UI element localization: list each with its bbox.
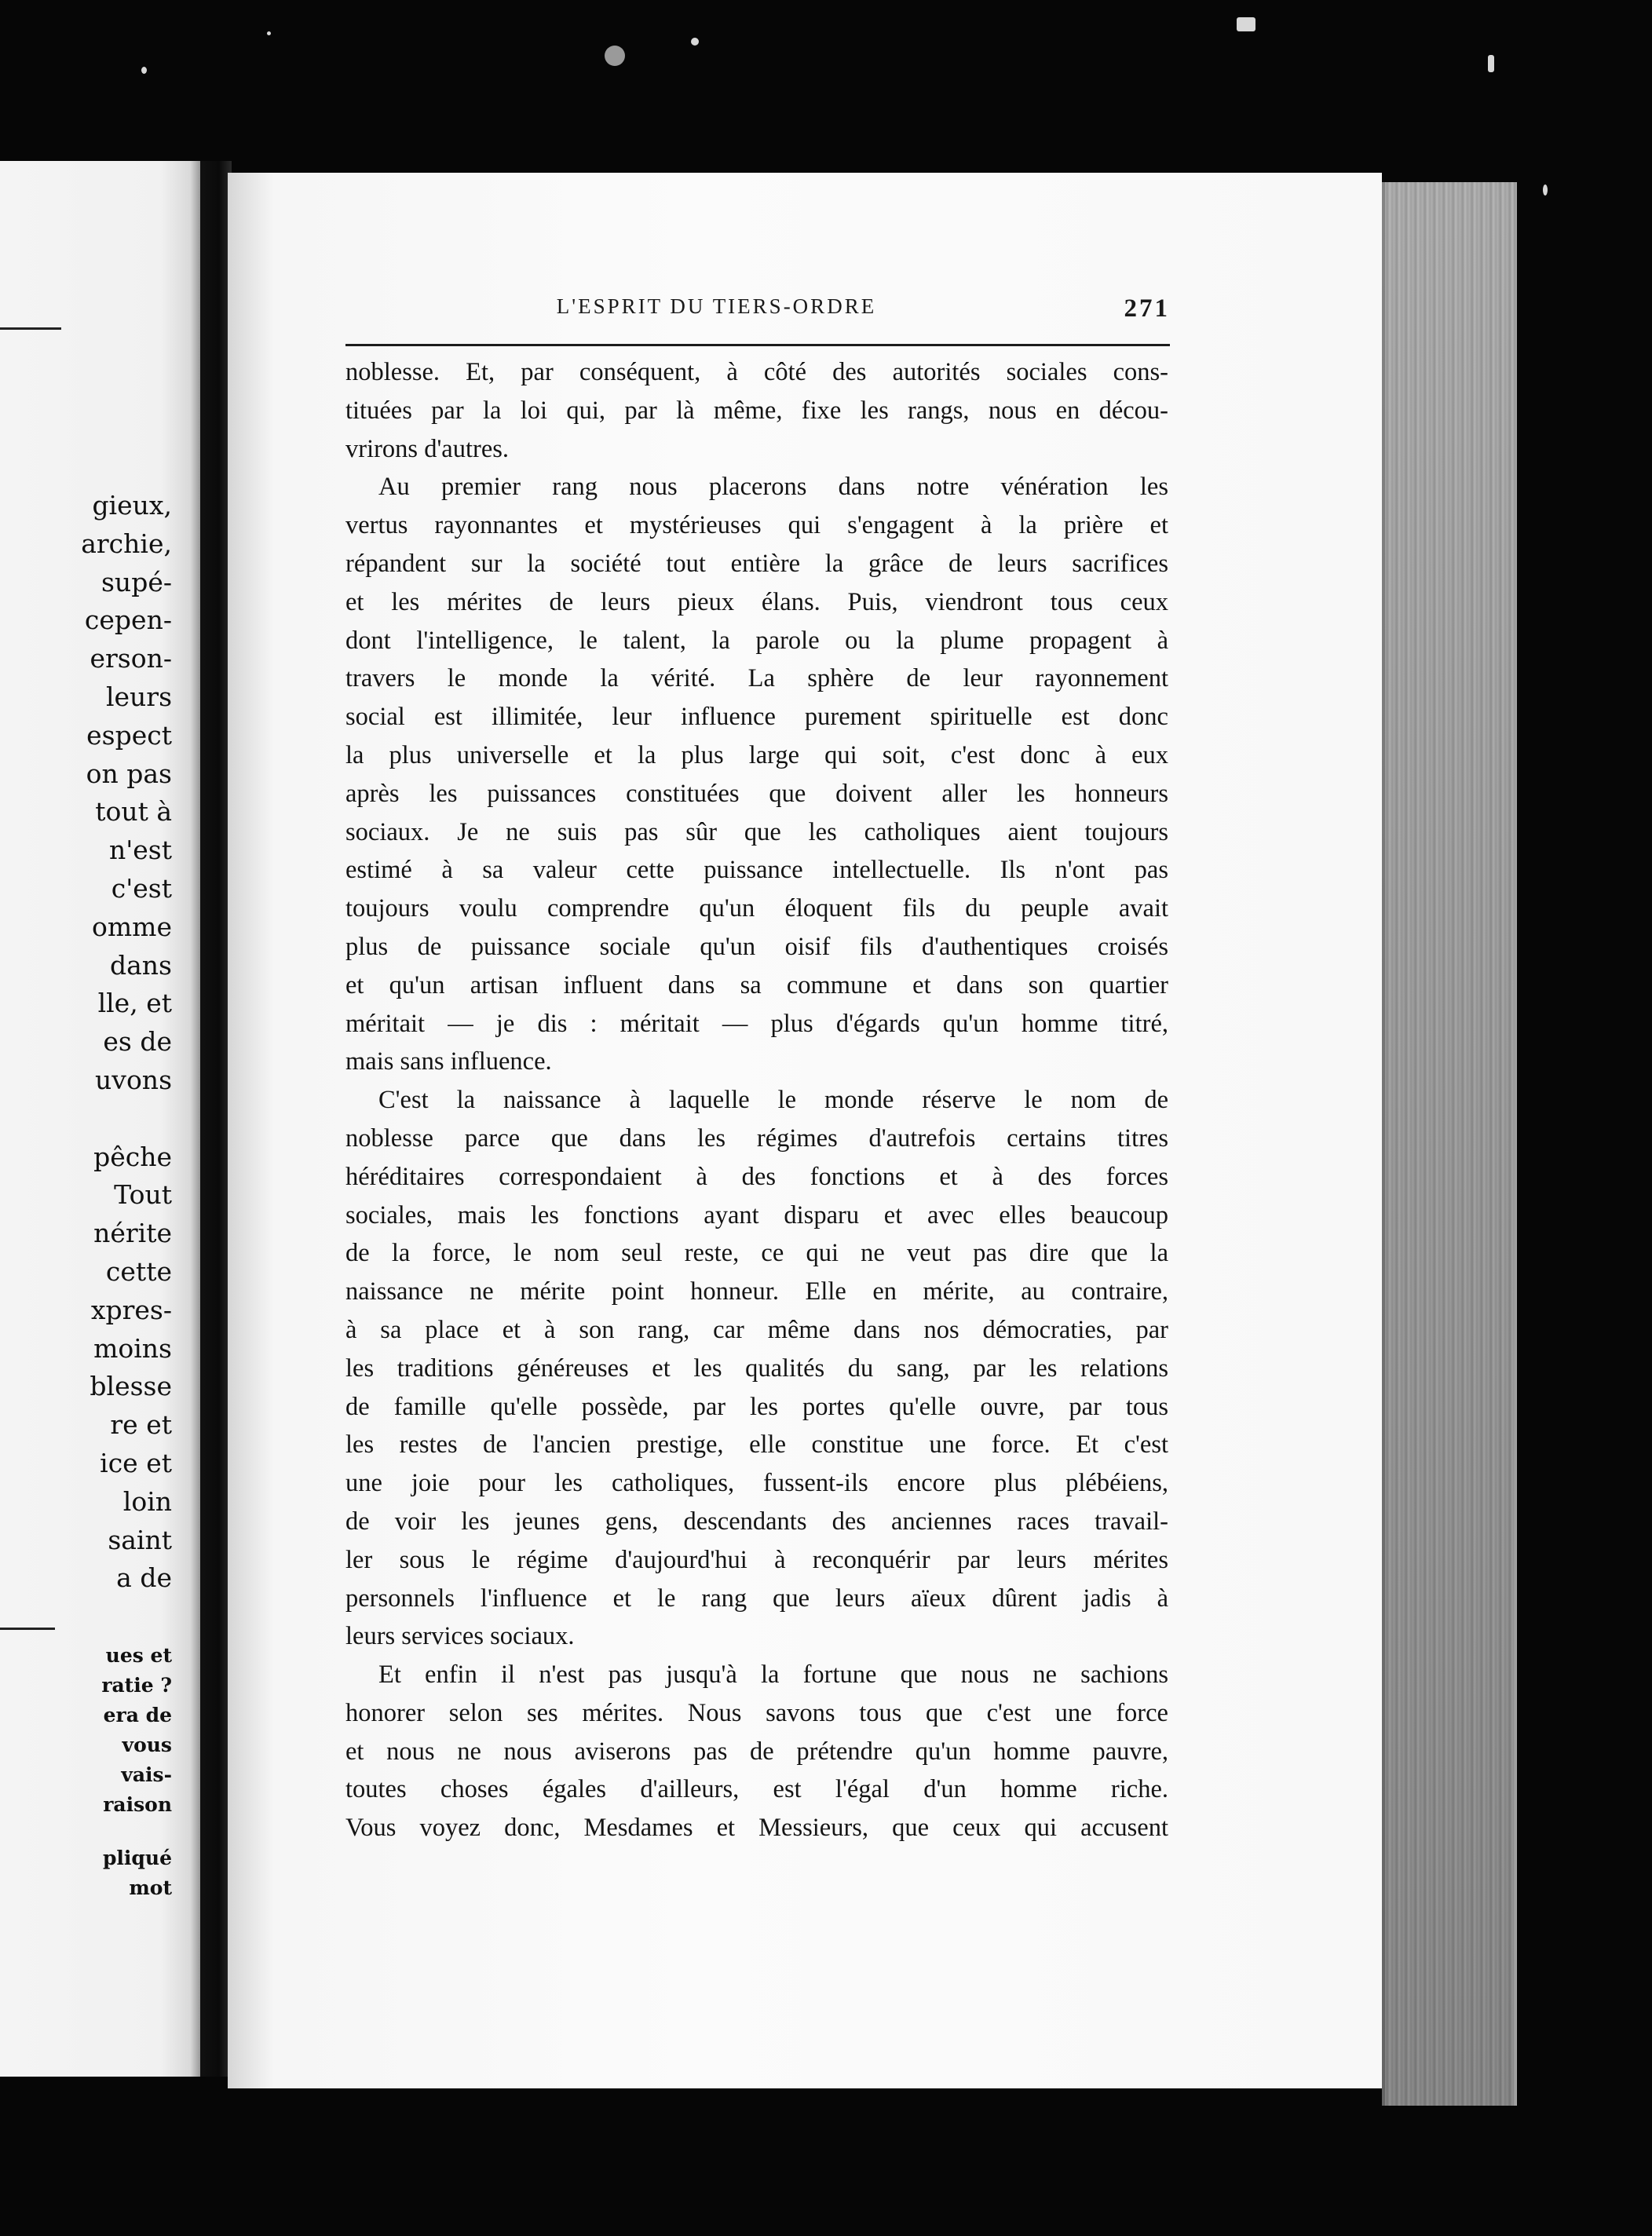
previous-page-line: es de [103, 1026, 172, 1058]
previous-page-note-line: ratie ? [101, 1674, 172, 1697]
text-line: et nous ne nous aviserons pas de prétendre qu'un homme pauvre, [345, 1737, 1168, 1766]
previous-page-line: c'est [111, 872, 172, 904]
text-line: la plus universelle et la plus large qui soit, c'est donc à eux [345, 740, 1168, 769]
previous-page-note-line [101, 1820, 172, 1843]
text-line: vertus rayonnantes et mystérieuses qui s'engagent à la prière et [345, 511, 1168, 540]
previous-page-line: re et [110, 1409, 172, 1441]
previous-page-line: a de [116, 1562, 172, 1594]
text-line: sociaux. Je ne suis pas sûr que les catholiques aient toujours [345, 817, 1168, 846]
text-line: après les puissances constituées que doivent aller les honneurs [345, 779, 1168, 808]
previous-page-line: nérite [93, 1218, 172, 1249]
text-line: dont l'intelligence, le talent, la parole ou la plume propagent à [345, 626, 1168, 655]
dust-speck [605, 46, 625, 66]
text-line: personnels l'influence et le rang que leurs aïeux dûrent jadis à [345, 1584, 1168, 1613]
previous-page-line: gieux, [92, 490, 172, 521]
previous-page-line: ice et [100, 1447, 172, 1478]
text-line: noblesse. Et, par conséquent, à côté des autorités sociales cons- [345, 358, 1168, 386]
text-line: Et enfin il n'est pas jusqu'à la fortune que nous ne sachions [378, 1661, 1168, 1690]
text-line: sociales, mais les fonctions ayant disparu et avec elles beaucoup [345, 1200, 1168, 1229]
text-line: héréditaires correspondaient à des fonctions et à des forces [345, 1162, 1168, 1191]
previous-page-note-line: era de [103, 1704, 172, 1726]
previous-page-note-line: raison [103, 1793, 172, 1816]
text-line: et les mérites de leurs pieux élans. Puis, viendront tous ceux [345, 587, 1168, 616]
text-line: Vous voyez donc, Mesdames et Messieurs, que ceux qui accusent [345, 1814, 1168, 1843]
previous-page-line: saint [108, 1524, 172, 1555]
previous-page-line: supé- [101, 566, 172, 597]
previous-page-line: on pas [86, 758, 172, 789]
text-line: noblesse parce que dans les régimes d'autrefois certains titres [345, 1123, 1168, 1153]
book-page [228, 173, 1382, 2088]
text-line: et qu'un artisan influent dans sa commune et dans son quartier [345, 970, 1168, 999]
previous-page-note-line: vous [122, 1734, 172, 1756]
previous-page-line: archie, [81, 528, 172, 559]
text-line: répandent sur la société tout entière la grâce de leurs sacrifices [345, 549, 1168, 578]
running-head: L'ESPRIT DU TIERS-ORDRE [556, 294, 877, 318]
previous-page-line: blesse [90, 1371, 172, 1402]
previous-page-text [81, 487, 172, 1598]
previous-page-line: moins [93, 1332, 172, 1364]
previous-page-line: cepen- [84, 605, 172, 636]
previous-page-fragment [0, 161, 200, 2077]
text-line: de la force, le nom seul reste, ce qui ne veut pas dire que la [345, 1239, 1168, 1268]
book-gutter [200, 161, 232, 2077]
previous-page-line: loin [122, 1485, 172, 1517]
previous-page-footnotes [101, 1641, 172, 1903]
dust-speck [1488, 55, 1494, 72]
text-line: les restes de l'ancien prestige, elle constitue une force. Et c'est [345, 1430, 1168, 1460]
previous-page-footnote-rule [0, 1628, 55, 1630]
previous-page-line: espect [86, 719, 172, 751]
text-line: honorer selon ses mérites. Nous savons tous que c'est une force [345, 1698, 1168, 1727]
text-line: tituées par la loi qui, par là même, fixe les rangs, nous en décou- [345, 396, 1168, 425]
previous-page-line [81, 1100, 172, 1138]
text-line: toutes choses égales d'ailleurs, est l'égal d'un homme riche. [345, 1775, 1168, 1804]
previous-page-line: lle, et [97, 988, 172, 1019]
text-line: méritait — je dis : méritait — plus d'égards qu'un homme titré, [345, 1009, 1168, 1038]
text-line: les traditions généreuses et les qualités du sang, par les relations [345, 1354, 1168, 1383]
dust-speck [267, 31, 271, 35]
text-line: ler sous le régime d'aujourd'hui à reconquérir par leurs mérites [345, 1545, 1168, 1574]
text-line: vrirons d'autres. [345, 434, 510, 463]
page-header [349, 294, 1170, 342]
dust-speck [691, 38, 699, 46]
text-line: travers le monde la vérité. La sphère de leur rayonnement [345, 664, 1168, 693]
previous-page-note-line: ues et [105, 1644, 172, 1667]
text-line: C'est la naissance à laquelle le monde réserve le nom de [378, 1086, 1168, 1115]
book-page-edges-shade [1382, 182, 1514, 2106]
previous-page-line: erson- [90, 643, 172, 674]
previous-page-line: omme [92, 911, 172, 942]
text-line: de voir les jeunes gens, descendants des anciennes races travail- [345, 1507, 1168, 1536]
previous-page-line: leurs [105, 681, 172, 712]
previous-page-header-rule [0, 327, 61, 330]
text-line: une joie pour les catholiques, fussent-ils encore plus plébéiens, [345, 1469, 1168, 1498]
dust-speck [1543, 185, 1548, 195]
previous-page-line: uvons [95, 1064, 172, 1095]
text-line: plus de puissance sociale qu'un oisif fils d'authentiques croisés [345, 932, 1168, 961]
dust-speck [141, 67, 147, 74]
previous-page-note-line: pliqué [102, 1847, 172, 1869]
page-number: 271 [1124, 294, 1170, 323]
previous-page-line: dans [110, 949, 172, 981]
dust-speck [1237, 17, 1255, 31]
text-line: à sa place et à son rang, car même dans nos démocraties, par [345, 1315, 1168, 1344]
header-rule [345, 344, 1170, 346]
previous-page-line: Tout [114, 1179, 172, 1211]
previous-page-note-line: vais- [121, 1763, 172, 1786]
text-line: social est illimitée, leur influence purement spirituelle est donc [345, 703, 1168, 732]
text-line: leurs services sociaux. [345, 1622, 575, 1651]
text-line: de famille qu'elle possède, par les portes qu'elle ouvre, par tous [345, 1392, 1168, 1421]
text-line: naissance ne mérite point honneur. Elle en mérite, au contraire, [345, 1277, 1168, 1306]
text-line: toujours voulu comprendre qu'un éloquent fils du peuple avait [345, 894, 1168, 923]
previous-page-line: n'est [108, 835, 172, 866]
previous-page-line: pêche [93, 1141, 172, 1172]
previous-page-line: tout à [95, 796, 172, 828]
text-line: mais sans influence. [345, 1047, 552, 1076]
body-text [345, 353, 1168, 1847]
text-line: estimé à sa valeur cette puissance intellectuelle. Ils n'ont pas [345, 856, 1168, 885]
previous-page-line: cette [105, 1255, 172, 1287]
previous-page-line: xpres- [90, 1294, 172, 1325]
text-line: Au premier rang nous placerons dans notre vénération les [378, 473, 1168, 502]
previous-page-note-line: mot [129, 1876, 172, 1899]
